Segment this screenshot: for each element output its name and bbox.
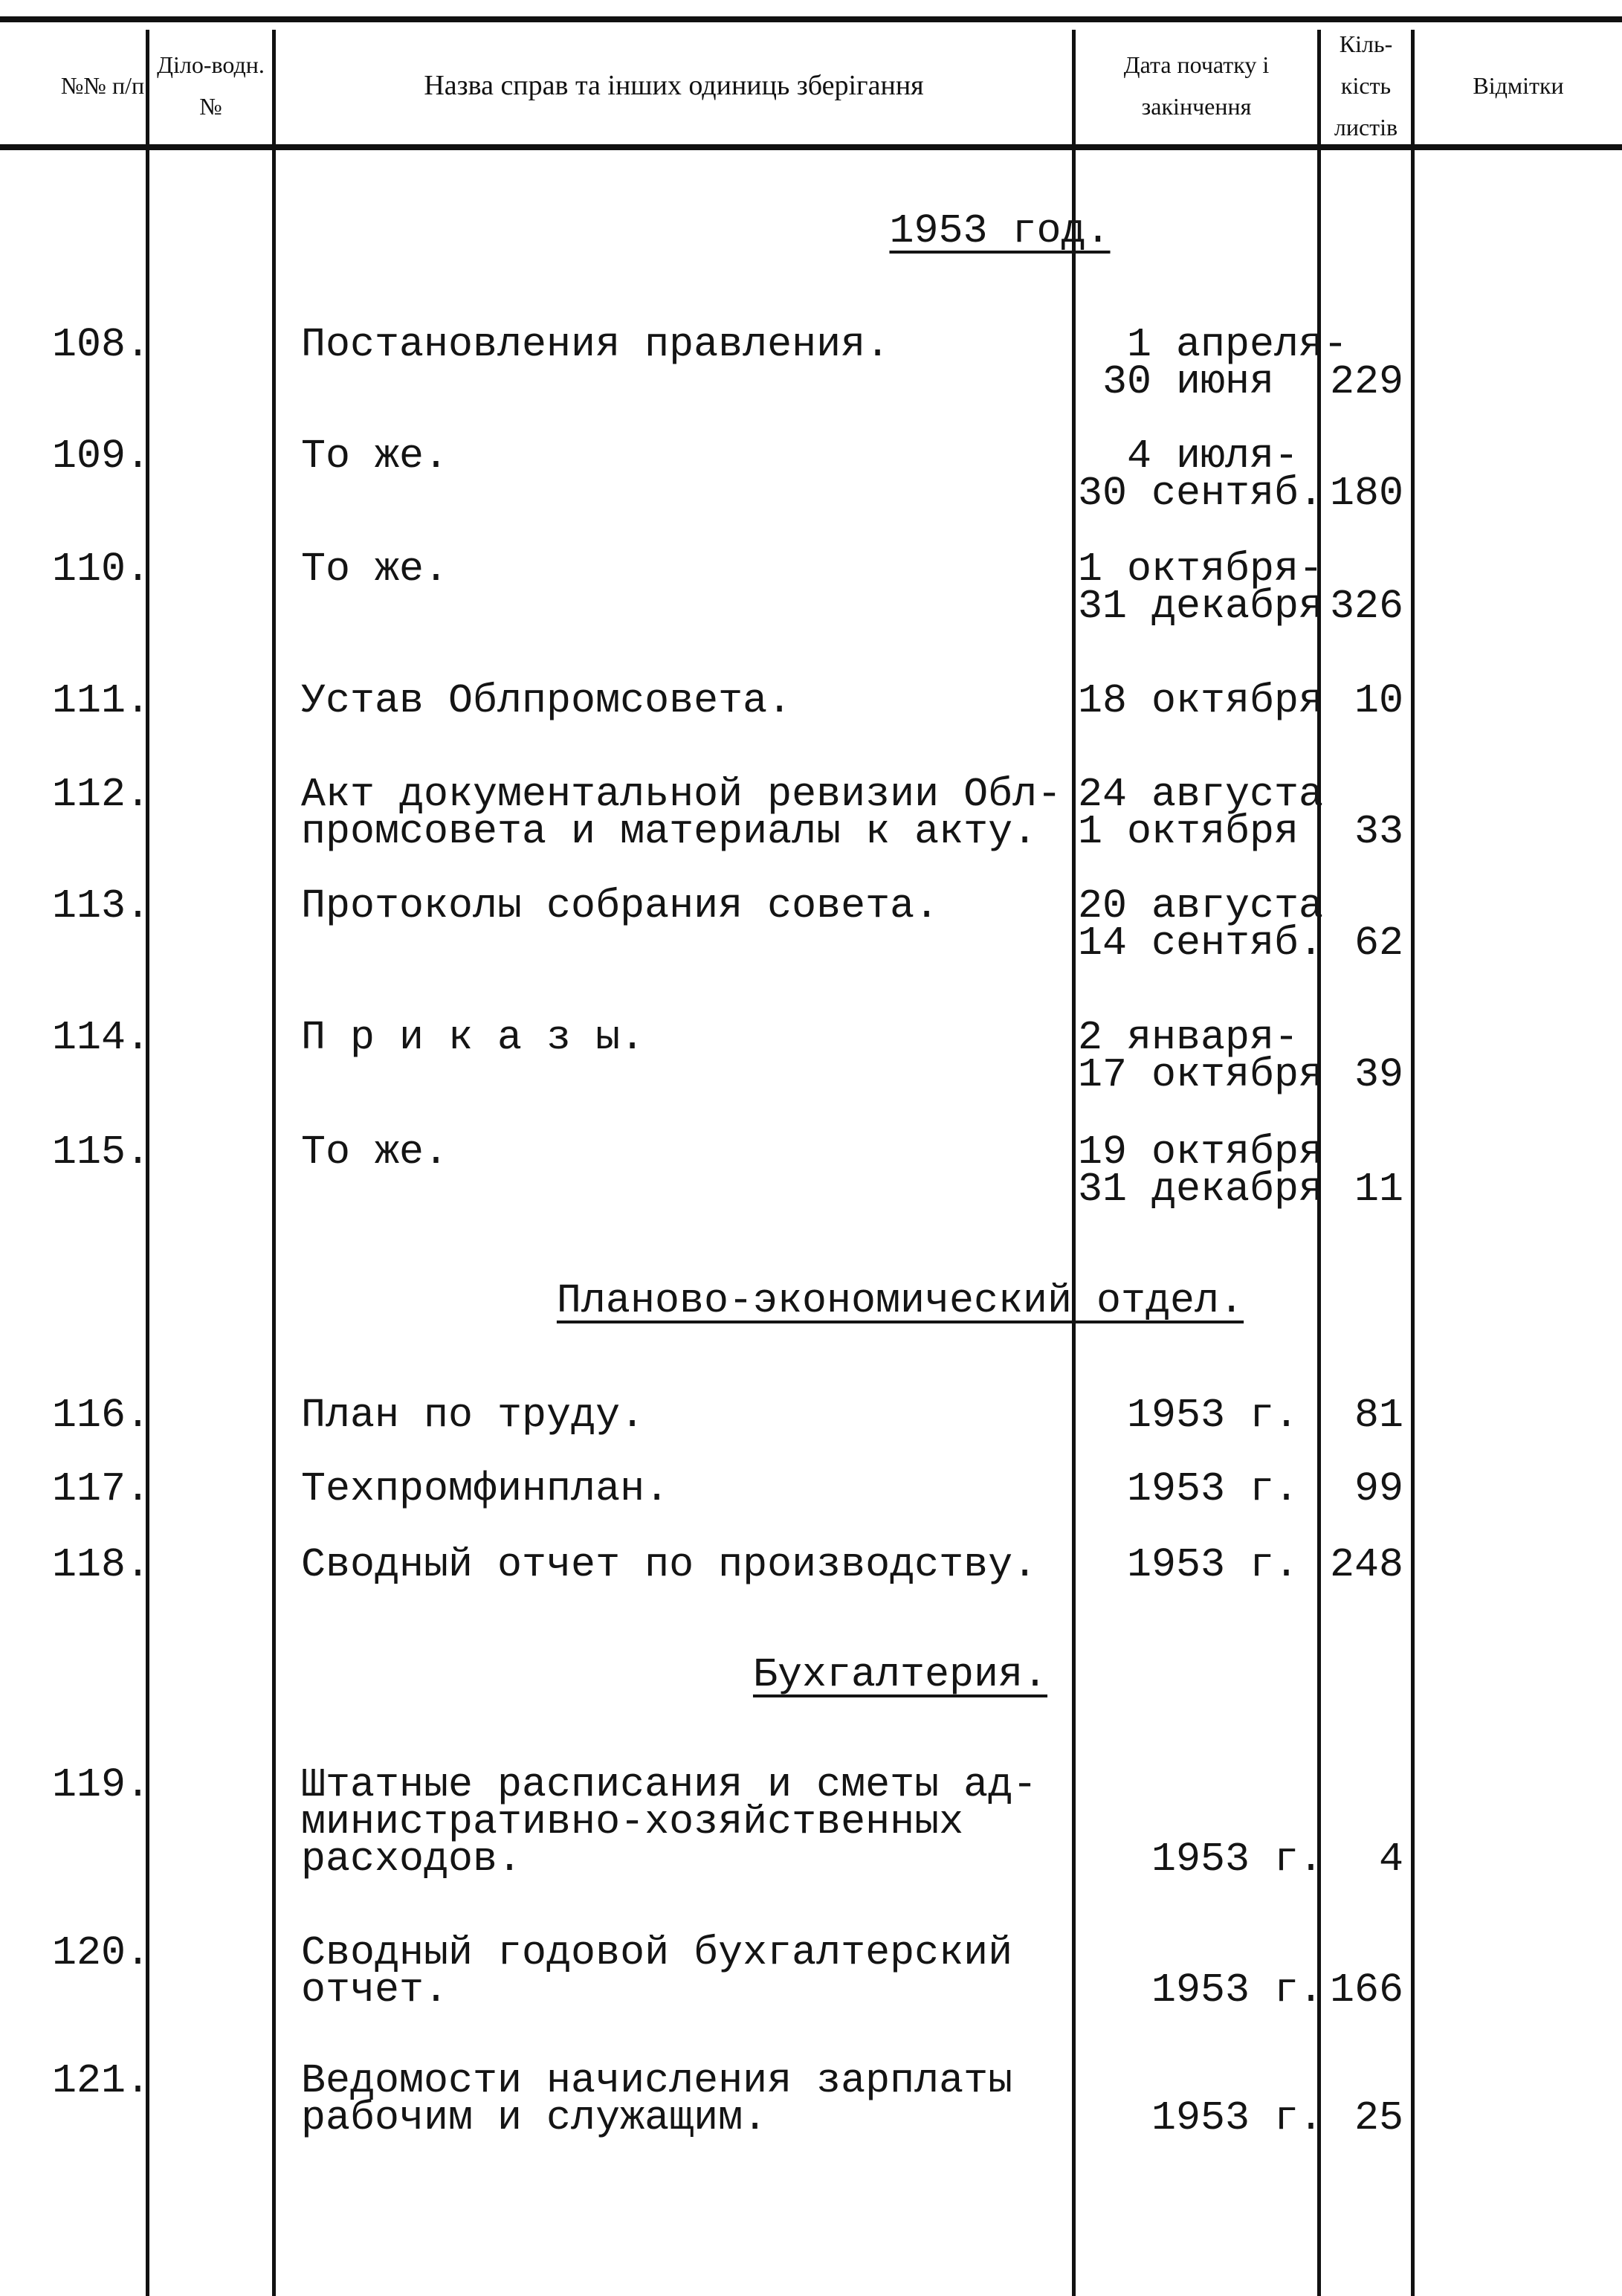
record-title: Протоколы собрания совета. xyxy=(301,883,940,929)
record-dates: 4 июля- 30 сентяб. xyxy=(1078,433,1324,517)
sheet-count: 10 xyxy=(1354,677,1403,724)
row-number: 119. xyxy=(52,1761,151,1808)
table-row xyxy=(0,677,1622,724)
record-dates: 1 октября- 31 декабря xyxy=(1078,546,1324,630)
sheet-count: 248 xyxy=(1329,1541,1403,1588)
header-col-office: Діло-водн. № xyxy=(157,51,265,120)
table-row xyxy=(0,1465,1622,1512)
header-col-num: №№ п/п xyxy=(60,72,145,99)
record-title: Акт документальной ревизии Обл- промсовета и материалы к акту. xyxy=(301,771,1062,855)
record-dates: 24 августа 1 октября xyxy=(1078,771,1324,855)
row-number: 112. xyxy=(52,771,151,818)
row-number: 110. xyxy=(52,546,151,593)
sheet-count: 25 xyxy=(1354,2095,1403,2141)
record-title: План по труду. xyxy=(301,1392,645,1439)
record-dates: 1953 г. xyxy=(1078,1967,1324,2013)
table-row xyxy=(0,321,1622,405)
record-dates: 1 апреля- 30 июня xyxy=(1102,321,1348,405)
heading-planning-department: Планово-экономический отдел. xyxy=(556,1277,1244,1324)
table-row xyxy=(0,546,1622,630)
record-dates: 1953 г. xyxy=(1078,1465,1299,1512)
record-dates: 1953 г. xyxy=(1078,1392,1299,1439)
sheet-count: 229 xyxy=(1329,358,1403,405)
record-dates: 18 октября xyxy=(1078,677,1324,724)
row-number: 118. xyxy=(52,1541,151,1588)
record-dates: 1953 г. xyxy=(1078,1836,1324,1883)
table-row xyxy=(0,1014,1622,1098)
sheet-count: 326 xyxy=(1329,583,1403,630)
table-row xyxy=(0,1929,1622,2013)
record-title: Сводный годовой бухгалтерский отчет. xyxy=(301,1929,1013,2013)
row-number: 113. xyxy=(52,883,151,929)
record-title: П р и к а з ы. xyxy=(301,1014,645,1061)
row-number: 114. xyxy=(52,1014,151,1061)
sheet-count: 81 xyxy=(1354,1392,1403,1439)
top-rule xyxy=(0,16,1622,22)
header-col-title: Назва справ та інших одиниць зберігання xyxy=(424,70,924,101)
table-row xyxy=(0,883,1622,967)
sheet-count: 180 xyxy=(1329,470,1403,517)
sheet-count: 11 xyxy=(1354,1166,1403,1213)
record-title: Ведомости начисления зарплаты рабочим и служащим. xyxy=(301,2057,1013,2141)
record-dates: 1953 г. xyxy=(1078,2095,1324,2141)
record-dates: 2 января- 17 октября xyxy=(1078,1014,1324,1098)
sheet-count: 62 xyxy=(1354,920,1403,967)
header-col-dates: Дата початку і закінчення xyxy=(1123,51,1270,120)
record-dates: 1953 г. xyxy=(1078,1541,1299,1588)
table-row xyxy=(0,1541,1622,1588)
row-number: 120. xyxy=(52,1929,151,1976)
sheet-count: 4 xyxy=(1378,1836,1403,1883)
record-title: Штатные расписания и сметы ад- министративно-хозяйственных расходов. xyxy=(301,1761,1038,1883)
record-title: Устав Облпромсовета. xyxy=(301,677,792,724)
record-dates: 20 августа 14 сентяб. xyxy=(1078,883,1324,967)
record-title: Постановления правления. xyxy=(301,321,891,368)
row-number: 108. xyxy=(52,321,151,368)
table-row xyxy=(0,2057,1622,2141)
table-row xyxy=(0,1761,1622,1883)
sheet-count: 166 xyxy=(1329,1967,1403,2013)
row-number: 121. xyxy=(52,2057,151,2104)
heading-accounting: Бухгалтерия. xyxy=(752,1651,1048,1698)
heading-year: 1953 год. xyxy=(889,207,1111,254)
header-col-notes: Відмітки xyxy=(1473,72,1564,99)
table-row xyxy=(0,771,1622,855)
sheet-count: 33 xyxy=(1354,808,1403,855)
row-number: 109. xyxy=(52,433,151,480)
record-title: То же. xyxy=(301,546,449,593)
record-dates: 19 октября 31 декабря xyxy=(1078,1129,1324,1213)
row-number: 116. xyxy=(52,1392,151,1439)
record-title: То же. xyxy=(301,1129,449,1176)
sheet-count: 99 xyxy=(1354,1465,1403,1512)
row-number: 115. xyxy=(52,1129,151,1176)
record-title: Сводный отчет по производству. xyxy=(301,1541,1038,1588)
table-row xyxy=(0,1392,1622,1439)
sheet-count: 39 xyxy=(1354,1051,1403,1098)
row-number: 117. xyxy=(52,1465,151,1512)
table-row xyxy=(0,433,1622,517)
record-title: То же. xyxy=(301,433,449,480)
table-row xyxy=(0,1129,1622,1213)
record-title: Техпромфинплан. xyxy=(301,1465,670,1512)
header-col-sheets: Кіль-кість листів xyxy=(1334,30,1398,141)
row-number: 111. xyxy=(52,677,151,724)
